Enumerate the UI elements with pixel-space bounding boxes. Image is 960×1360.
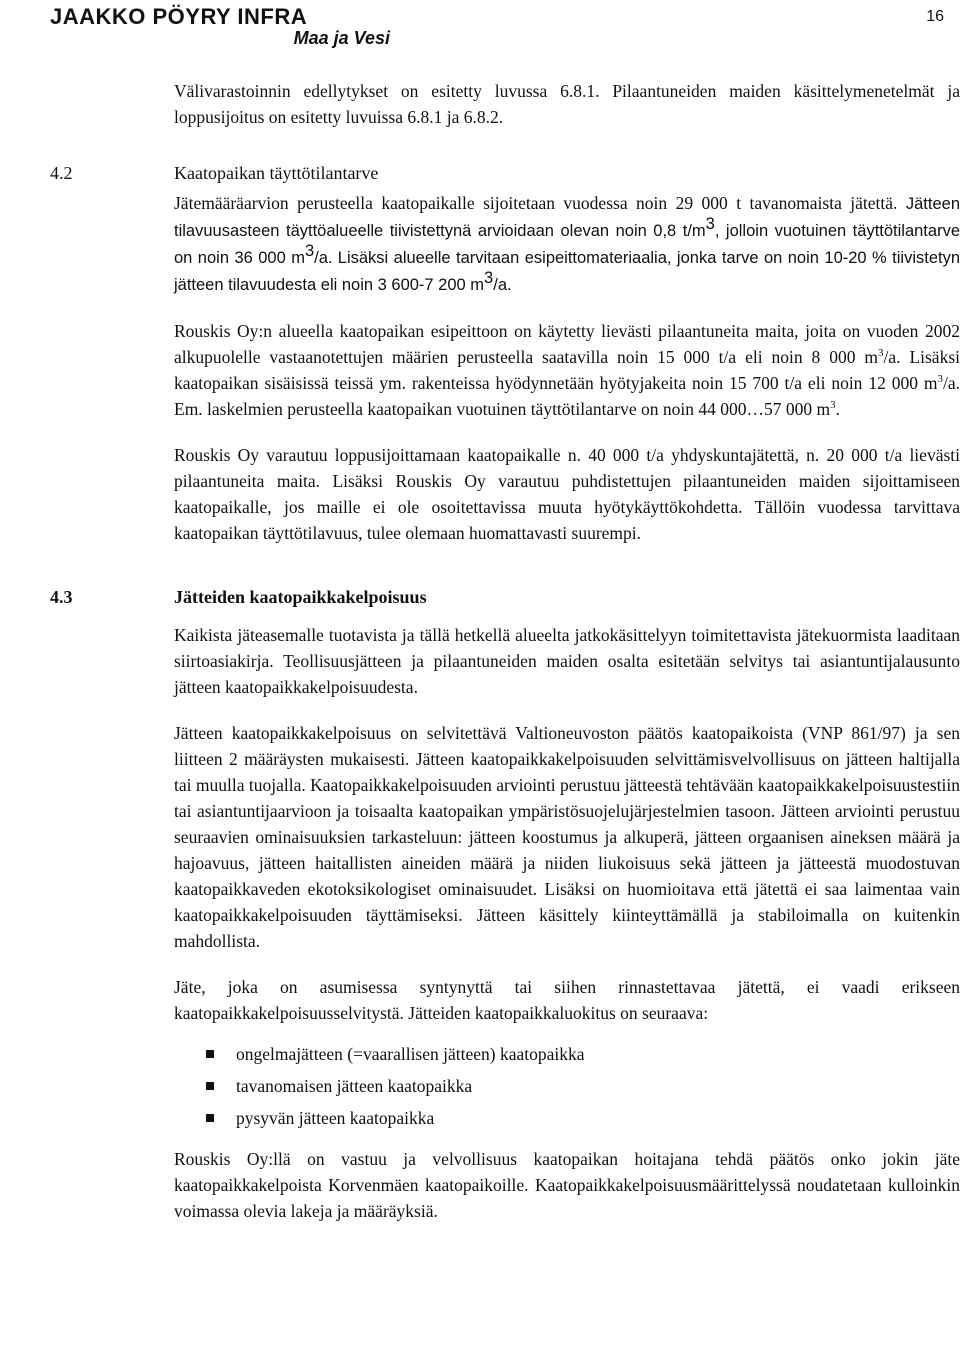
page-number: 16: [926, 8, 944, 25]
list-item: pysyvän jätteen kaatopaikka: [174, 1102, 960, 1134]
document-body: [50, 78, 960, 1224]
landfill-class-list: [174, 1038, 960, 1134]
company-logo: [50, 4, 390, 52]
section-4-3-heading: [50, 584, 960, 610]
logo-division-name: Maa ja Vesi: [293, 28, 390, 48]
logo-company-name: JAAKKO PÖYRY INFRA: [50, 4, 308, 29]
section-number: 4.3: [50, 587, 73, 607]
section-4-3-paragraph-3: Jäte, joka on asumisessa syntynyttä tai siihen rinnastettavaa jätettä, ei vaadi erikseen kaatopaikkakelpoisuusselvitystä. Jätteiden kaatopaikkaluokitus on seuraava:: [174, 977, 960, 1023]
bullet-icon: [206, 1114, 214, 1122]
section-number: 4.2: [50, 163, 73, 183]
section-4-2-paragraph-1: Jätemääräarvion perusteella kaatopaikalle sijoitetaan vuodessa noin 29 000 t tavanomaista jätettä. Jätteen tilavuusasteen täyttöalueelle tiivistettynä arvioidaan olevan noin 0,8 $t/m^3$, jolloin vuotuinen täyttötilantarve on noin 36 000 $m^3/a$. Lisäksi alueelle tarvitaan esipeittomateriaalia, jonka tarve on noin 10-20 % tiivistetyn jätteen tilavuudesta eli noin 3 600-7 200 $m^3/a$.: [174, 193, 960, 294]
list-item: tavanomaisen jätteen kaatopaikka: [174, 1070, 960, 1102]
bullet-icon: [206, 1082, 214, 1090]
section-4-2-paragraph-2: Rouskis Oy:n alueella kaatopaikan esipeittoon on käytetty lievästi pilaantuneita maita, joita on vuoden 2002 alkupuolelle vastaanotettujen määrien perusteella saatavilla noin 15 000 t/a eli noin 8 000 $m^3/a$. Lisäksi kaatopaikan sisäisissä teissä ym. rakenteissa hyödynnetään hyötyjakeita noin 15 700 t/a eli noin 12 000 $m^3/a$. Em. laskelmien perusteella kaatopaikan vuotuinen täyttötilantarve on noin 44 000…57 000 $m^3$.: [174, 321, 960, 419]
section-4-2-paragraph-3: Rouskis Oy varautuu loppusijoittamaan kaatopaikalle n. 40 000 t/a yhdyskuntajätettä, n. 20 000 t/a lievästi pilaantuneita maita. Lisäksi Rouskis Oy varautuu puhdistettujen pilaantuneiden maiden sijoittamiseen kaatopaikalle, jos maille ei ole osoitettavissa muuta hyötykäyttökohdetta. Tällöin vuodessa tarvittava kaatopaikan täyttötilavuus, tulee olemaan huomattavasti suurempi.: [174, 445, 960, 543]
intro-paragraph: Välivarastoinnin edellytykset on esitetty luvussa 6.8.1. Pilaantuneiden maiden käsittelymenetelmät ja loppusijoitus on esitetty luvuissa 6.8.1 ja 6.8.2.: [174, 81, 960, 127]
section-4-3-paragraph-2: Jätteen kaatopaikkakelpoisuus on selvitettävä Valtioneuvoston päätös kaatopaikoista (VNP 861/97) ja sen liitteen 2 määräysten mukaisesti. Jätteen kaatopaikkakelpoisuuden selvittämisvelvollisuus on jätteen haltijalla tai muulla tuojalla. Kaatopaikkakelpoisuuden arviointi perustuu jätteestä tehtävään kaatopaikkakelpoisuustestiin tai asiantuntijaarvioon ja toisaalta kaatopaikan ympäristösuojelujärjestelmien tasoon. Jätteen arviointi perustuu seuraavien ominaisuuksien tarkasteluun: jätteen koostumus ja alkuperä, jätteen orgaanisen aineksen määrä ja hajoavuus, jätteen haitallisten aineiden määrä ja niiden liukoisuus sekä jätteen ja jätteestä muodostuvan kaatopaikkaveden ekotoksikologiset ominaisuudet. Lisäksi on huomioitava että jätettä ei saa laimentaa vain kaatopaikkakelpoisuuden täyttämiseksi. Jätteen käsittely kiinteyttämällä ja stabiloimalla on kuitenkin mahdollista.: [174, 723, 960, 951]
section-title: Jätteiden kaatopaikkakelpoisuus: [174, 587, 427, 607]
section-4-3-paragraph-4: Rouskis Oy:llä on vastuu ja velvollisuus kaatopaikan hoitajana tehdä päätös onko jokin jäte kaatopaikkakelpoista Korvenmäen kaatopaikoille. Kaatopaikkakelpoisuusmäärittelyssä noudatetaan kulloinkin voimassa olevia lakeja ja määräyksiä.: [174, 1149, 960, 1221]
bullet-icon: [206, 1050, 214, 1058]
section-4-2-heading: [50, 160, 960, 186]
section-4-3-paragraph-1: Kaikista jäteasemalle tuotavista ja tällä hetkellä alueelta jatkokäsittelyyn toimitettavista jätekuormista laaditaan siirtoasiakirja. Teollisuusjätteen ja pilaantuneiden maiden osalta esitetään selvitys tai asiantuntijalausunto jätteen kaatopaikkakelpoisuudesta.: [174, 625, 960, 697]
list-item: ongelmajätteen (=vaarallisen jätteen) kaatopaikka: [174, 1038, 960, 1070]
section-title: Kaatopaikan täyttötilantarve: [174, 163, 379, 183]
